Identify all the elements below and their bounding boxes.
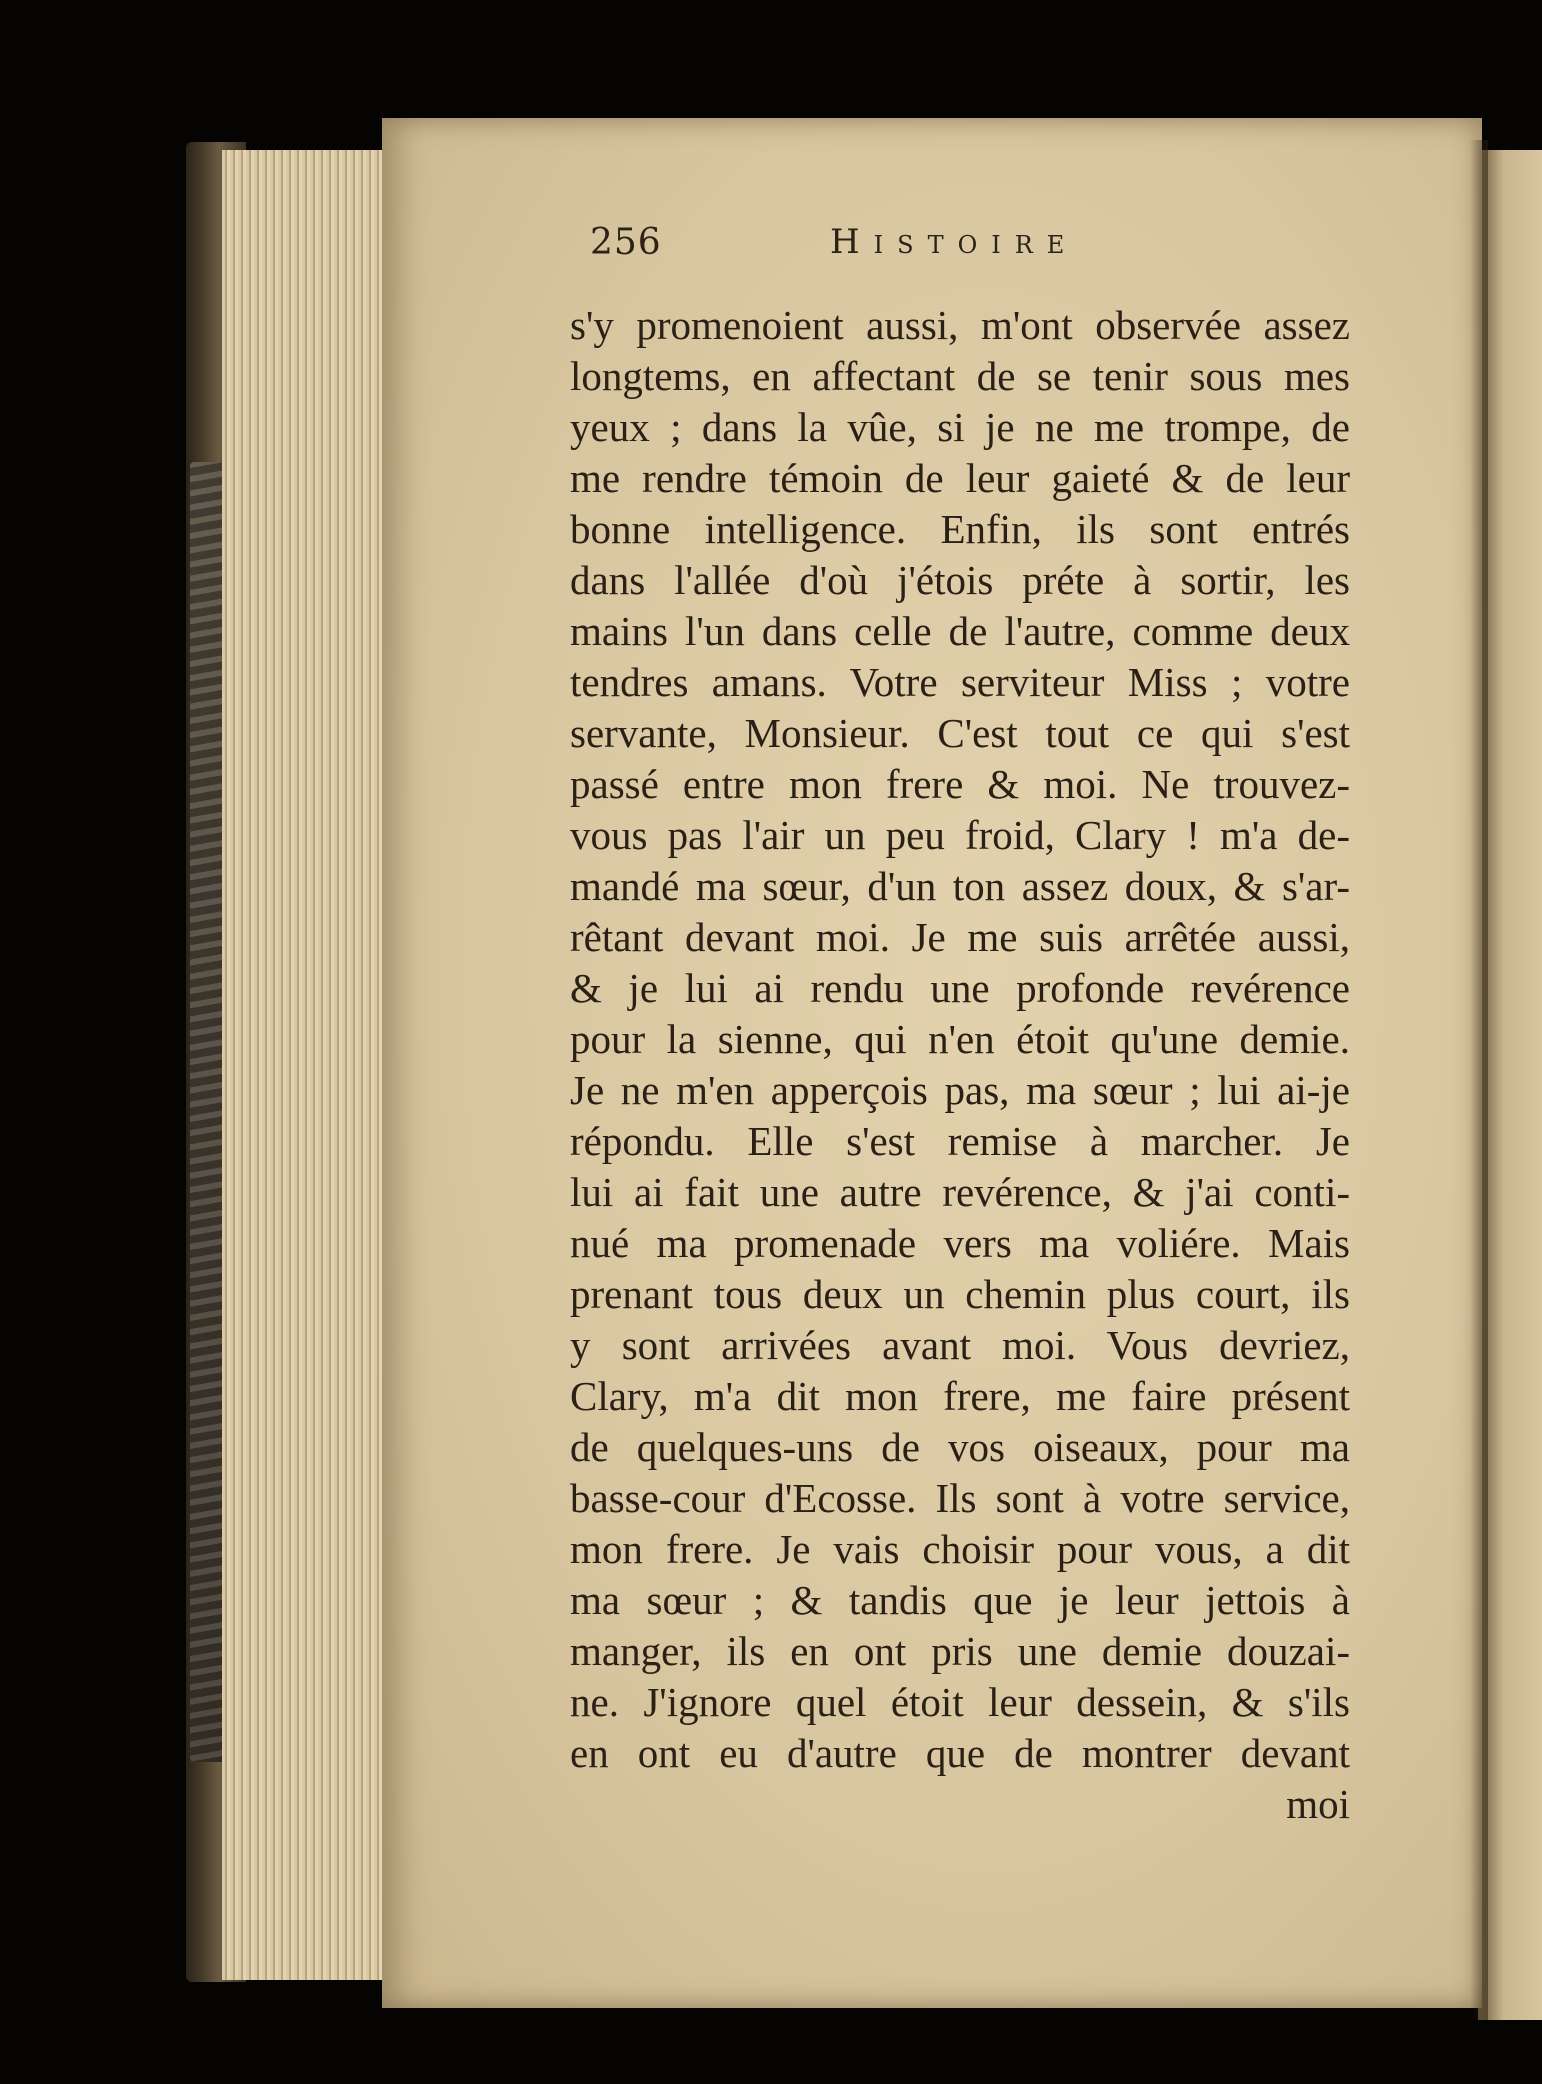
gutter-shadow <box>1470 140 1488 2020</box>
text-line: me rendre témoin de leur gaieté & de leur <box>570 455 1350 501</box>
text-line: Clary, m'a dit mon frere, me faire présent <box>570 1373 1350 1419</box>
text-line: lui ai fait une autre revérence, & j'ai conti- <box>570 1169 1350 1215</box>
text-line: bonne intelligence. Enfin, ils sont entrés <box>570 506 1350 552</box>
text-line: manger, ils en ont pris une demie douzai- <box>570 1628 1350 1674</box>
text-line: Je ne m'en apperçois pas, ma sœur ; lui ai-je <box>570 1067 1350 1113</box>
page-number: 256 <box>590 222 662 263</box>
text-line: en ont eu d'autre que de montrer devant <box>570 1730 1350 1776</box>
text-line: mains l'un dans celle de l'autre, comme deux <box>570 608 1350 654</box>
text-line: pour la sienne, qui n'en étoit qu'une demie. <box>570 1016 1350 1062</box>
text-line: longtems, en affectant de se tenir sous mes <box>570 353 1350 399</box>
text-line: yeux ; dans la vûe, si je ne me trompe, de <box>570 404 1350 450</box>
text-line: y sont arrivées avant moi. Vous devriez, <box>570 1322 1350 1368</box>
text-line: rêtant devant moi. Je me suis arrêtée aussi, <box>570 914 1350 960</box>
text-line: nué ma promenade vers ma voliére. Mais <box>570 1220 1350 1266</box>
text-line: de quelques-uns de vos oiseaux, pour ma <box>570 1424 1350 1470</box>
catchword: moi <box>1286 1781 1350 1827</box>
text-line: basse-cour d'Ecosse. Ils sont à votre service, <box>570 1475 1350 1521</box>
text-line: vous pas l'air un peu froid, Clary ! m'a de- <box>570 812 1350 858</box>
text-line: & je lui ai rendu une profonde revérence <box>570 965 1350 1011</box>
text-line: mandé ma sœur, d'un ton assez doux, & s'ar- <box>570 863 1350 909</box>
running-head <box>590 222 1170 278</box>
text-line: tendres amans. Votre serviteur Miss ; votre <box>570 659 1350 705</box>
text-line: prenant tous deux un chemin plus court, ils <box>570 1271 1350 1317</box>
running-title: Histoire <box>830 222 1079 262</box>
text-line: mon frere. Je vais choisir pour vous, a dit <box>570 1526 1350 1572</box>
text-line: s'y promenoient aussi, m'ont observée assez <box>570 302 1350 348</box>
text-line: ne. J'ignore quel étoit leur dessein, & s'ils <box>570 1679 1350 1725</box>
body-text <box>570 300 1350 1830</box>
text-line: ma sœur ; & tandis que je leur jettois à <box>570 1577 1350 1623</box>
text-line: passé entre mon frere & moi. Ne trouvez- <box>570 761 1350 807</box>
text-line: dans l'allée d'où j'étois préte à sortir, les <box>570 557 1350 603</box>
page-edges <box>222 150 384 1980</box>
text-line: répondu. Elle s'est remise à marcher. Je <box>570 1118 1350 1164</box>
text-line: servante, Monsieur. C'est tout ce qui s'est <box>570 710 1350 756</box>
